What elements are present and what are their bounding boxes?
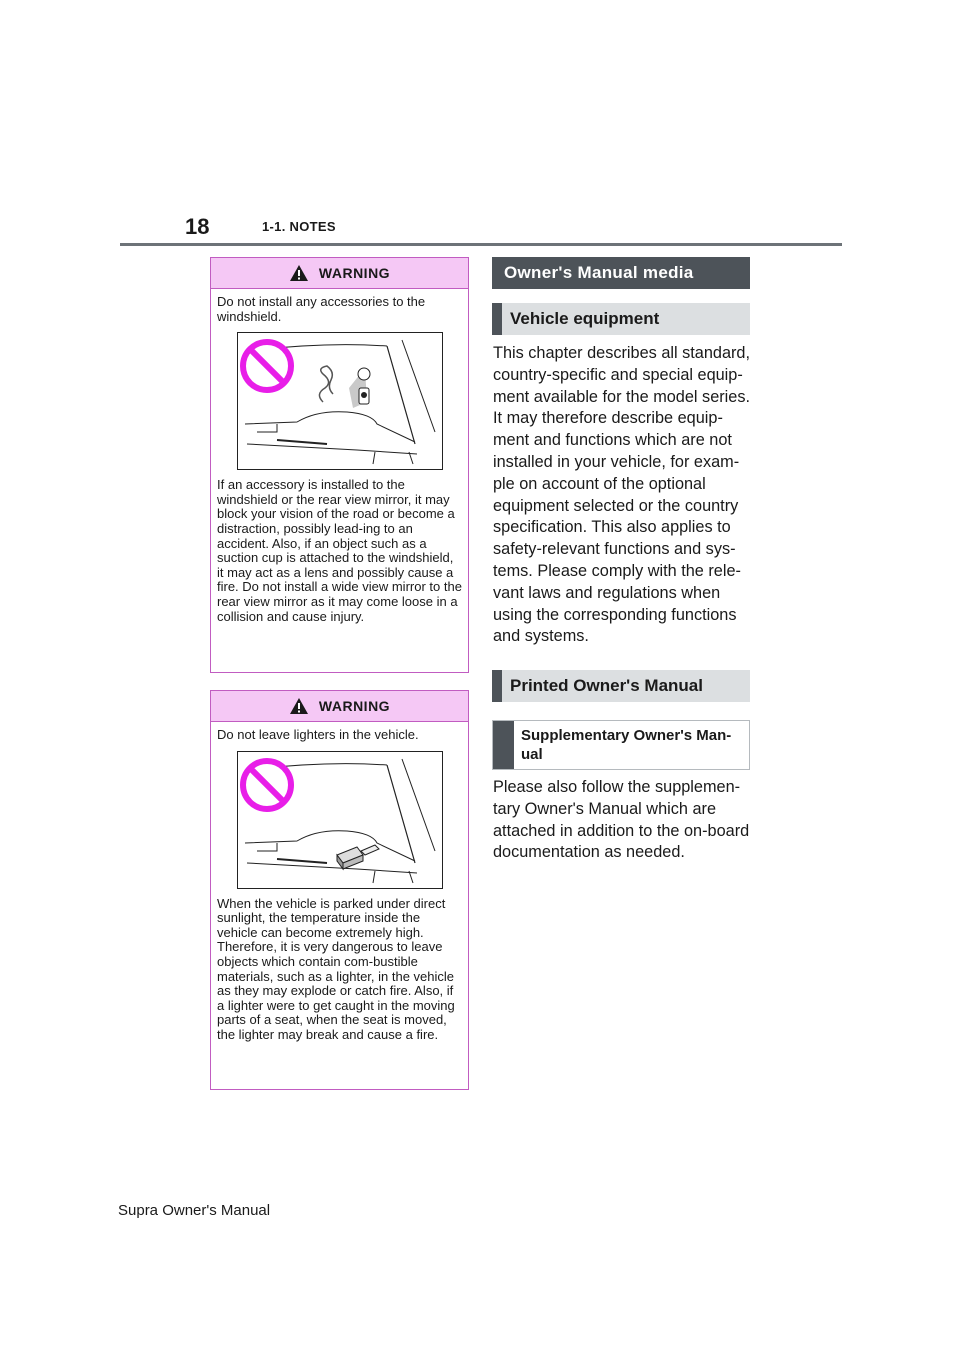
warning-title: WARNING xyxy=(318,698,391,714)
warning-intro: Do not install any accessories to the windshield. xyxy=(217,294,426,324)
warning-triangle-icon xyxy=(289,697,309,715)
warning-header xyxy=(211,258,468,289)
warning-box-lighters xyxy=(210,690,469,1090)
supplementary-manual-text: Please also follow the supplemen-tary Owner's Manual which are attached in addition to the on-board documentation as needed. xyxy=(493,778,750,862)
vehicle-equipment-text: This chapter describes all standard, country-specific and special equip-ment available for the model series. It may therefore describe equip-ment and functions which are not installed in your vehicle, for exam-ple on account of the optional equipment selected or the country specification. This also applies to safety-relevant functions and sys-tems. Please comply with the rele-vant laws and regulations when using the corresponding functions and systems. xyxy=(493,344,751,646)
warning-title: WARNING xyxy=(318,265,391,281)
warning-intro: Do not leave lighters in the vehicle. xyxy=(217,727,419,742)
heading-label: Vehicle equipment xyxy=(510,309,660,328)
warning-triangle-icon xyxy=(289,264,309,282)
heading-vehicle-equipment xyxy=(492,303,750,335)
warning-box-accessories xyxy=(210,257,469,673)
warning-body: When the vehicle is parked under direct sunlight, the temperature inside the vehicle can become extremely high. Therefore, it is very dangerous to leave objects which contain com-bustible materials, such as a lighter, in the vehicle as they may explode or catch fire. Also, if a lighter were to get caught in the moving parts of a seat, when the seat is moved, the lighter may break and cause a fire. xyxy=(217,895,455,1042)
heading-supplementary-owners-manual xyxy=(492,720,750,770)
lighter-in-vehicle-illustration xyxy=(237,751,443,889)
heading-printed-owners-manual xyxy=(492,670,750,702)
heading-owners-manual-media: Owner's Manual media xyxy=(492,257,750,289)
windshield-accessory-illustration xyxy=(237,332,443,470)
footer-manual-title: Supra Owner's Manual xyxy=(118,1202,271,1219)
warning-body: If an accessory is installed to the windshield or the rear view mirror, it may block your vision of the road or become a distraction, possibly lead-ing to an accident. Also, if an object such as a suction cup is attached to the windshield, it may act as a lens and possibly cause a fire. Do not install a wide view mirror to the rear view mirror as it may come loose in a collision and cause injury. xyxy=(217,477,462,624)
warning-header xyxy=(211,691,468,722)
header-divider xyxy=(120,243,842,246)
heading-label: Printed Owner's Manual xyxy=(510,676,703,695)
heading-label: Supplementary Owner's Man-ual xyxy=(521,727,732,763)
section-title: 1-1. NOTES xyxy=(262,219,336,234)
page-number: 18 xyxy=(185,214,210,239)
